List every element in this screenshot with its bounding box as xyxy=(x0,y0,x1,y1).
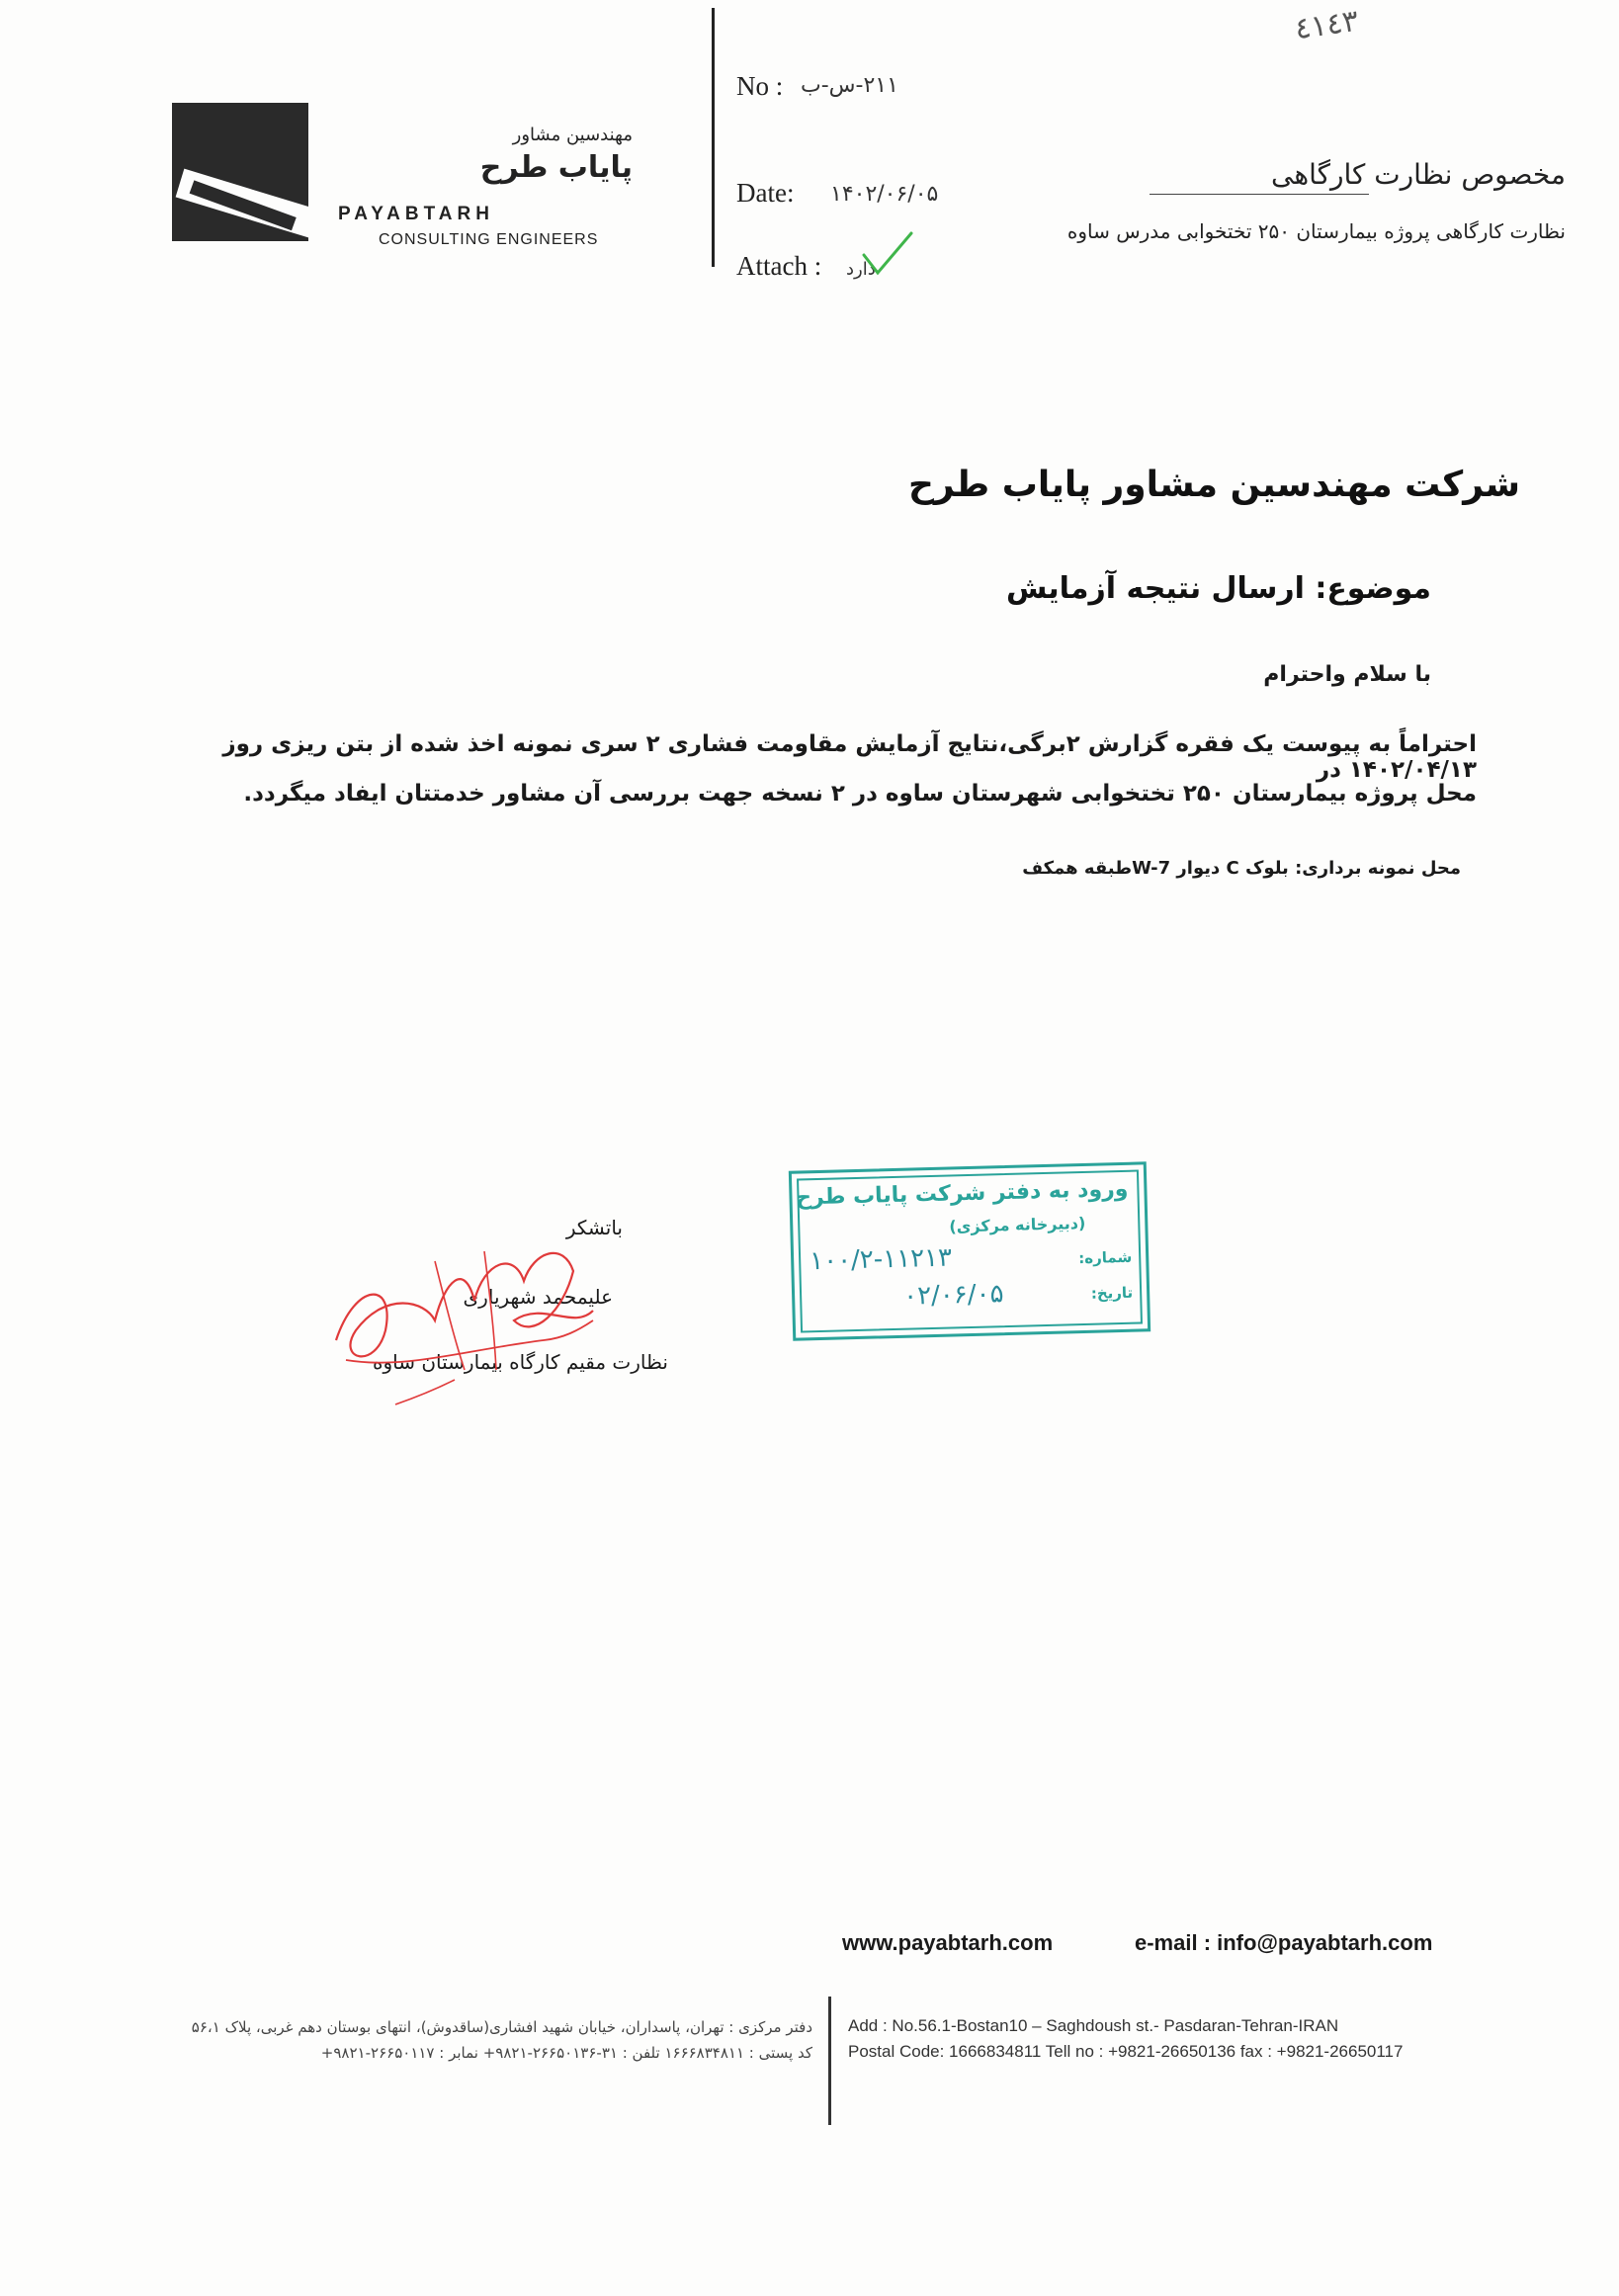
memo-title: مخصوص نظارت کارگاهی xyxy=(1271,158,1566,191)
address-fa-line-1: دفتر مرکزی : تهران، پاسداران، خیابان شهید افشاری(ساقدوش)، انتهای بوستان دهم غربی، پلاک ۵۶،۱ xyxy=(191,2018,812,2036)
address-en-line-2: Postal Code: 1666834811 Tell no : +9821-26650136 fax : +9821-26650117 xyxy=(848,2042,1404,2061)
date-label: Date: xyxy=(736,178,795,208)
date-value: ۱۴۰۲/۰۶/۰۵ xyxy=(830,182,939,207)
logo-subtitle-en: CONSULTING ENGINEERS xyxy=(379,231,599,248)
company-logo xyxy=(172,103,308,241)
footer-divider xyxy=(828,1997,831,2125)
stamp-number-value: ۱۰۰/۲-۱۱۲۱۳ xyxy=(809,1242,953,1277)
address-fa-line-2: کد پستی : ۱۶۶۶۸۳۴۸۱۱ تلفن : ۳۱-۲۶۶۵۰۱۳۶-۹۸۲۱+ نمابر : ۲۶۶۵۰۱۱۷-۹۸۲۱+ xyxy=(320,2044,812,2062)
header-divider xyxy=(712,8,715,267)
logo-name-fa: پایاب طرح xyxy=(479,150,633,185)
stamp-date-label: تاریخ: xyxy=(1090,1283,1134,1303)
logo-name-en: PAYABTARH xyxy=(338,204,494,224)
closing-thanks: باتشکر xyxy=(565,1216,623,1239)
company-heading: شرکت مهندسین مشاور پایاب طرح xyxy=(907,465,1520,505)
stamp-title: ورود به دفتر شرکت پایاب طرح xyxy=(795,1176,1129,1211)
paragraph-line-2: محل پروژه بیمارستان ۲۵۰ تختخوابی شهرستان ساوه در ۲ نسخه جهت بررسی آن مشاور خدمتتان ایفاد میگردد. xyxy=(243,781,1477,807)
website-link[interactable]: www.payabtarh.com xyxy=(842,1930,1054,1955)
attach-label: Attach : xyxy=(736,251,822,281)
signer-role: نظارت مقیم کارگاه بیمارستان ساوه xyxy=(372,1350,668,1374)
logo-subtitle-fa: مهندسین مشاور xyxy=(512,125,633,145)
greeting: با سلام واحترام xyxy=(1263,662,1431,687)
stamp-number-label: شماره: xyxy=(1078,1247,1133,1268)
stamp-date-value: ۰۲/۰۶/۰۵ xyxy=(902,1279,1004,1312)
paragraph-line-1: احتراماً به پیوست یک فقره گزارش ۲برگی،نتایج آزمایش مقاومت فشاری ۲ سری نمونه اخذ شده از بتن ریزی روز ۱۴۰۲/۰۴/۱۳ در xyxy=(222,731,1477,783)
subject-line: موضوع: ارسال نتیجه آزمایش xyxy=(1006,571,1431,606)
sample-location: محل نمونه برداری: بلوک C دیوار W-7طبقه همکف xyxy=(1022,858,1461,879)
attach-value: دارد xyxy=(846,259,876,280)
registry-stamp xyxy=(789,1161,1150,1340)
address-en-line-1: Add : No.56.1-Bostan10 – Saghdoush st.- Pasdaran-Tehran-IRAN xyxy=(848,2016,1339,2035)
signer-name: علیمحمد شهریاری xyxy=(463,1285,613,1309)
memo-subtitle: نظارت کارگاهی پروژه بیمارستان ۲۵۰ تختخوابی مدرس ساوه xyxy=(1066,219,1566,243)
number-label: No : xyxy=(736,71,784,101)
memo-title-underline xyxy=(1150,194,1369,195)
handwritten-signature xyxy=(316,1222,613,1409)
number-value: ۲۱۱-س-ب xyxy=(801,73,898,98)
stamp-subtitle: (دبیرخانه مرکزی) xyxy=(949,1213,1086,1236)
handwritten-number: ٤١٤٣ xyxy=(1292,3,1361,47)
email-link[interactable]: e-mail : info@payabtarh.com xyxy=(1135,1930,1433,1955)
